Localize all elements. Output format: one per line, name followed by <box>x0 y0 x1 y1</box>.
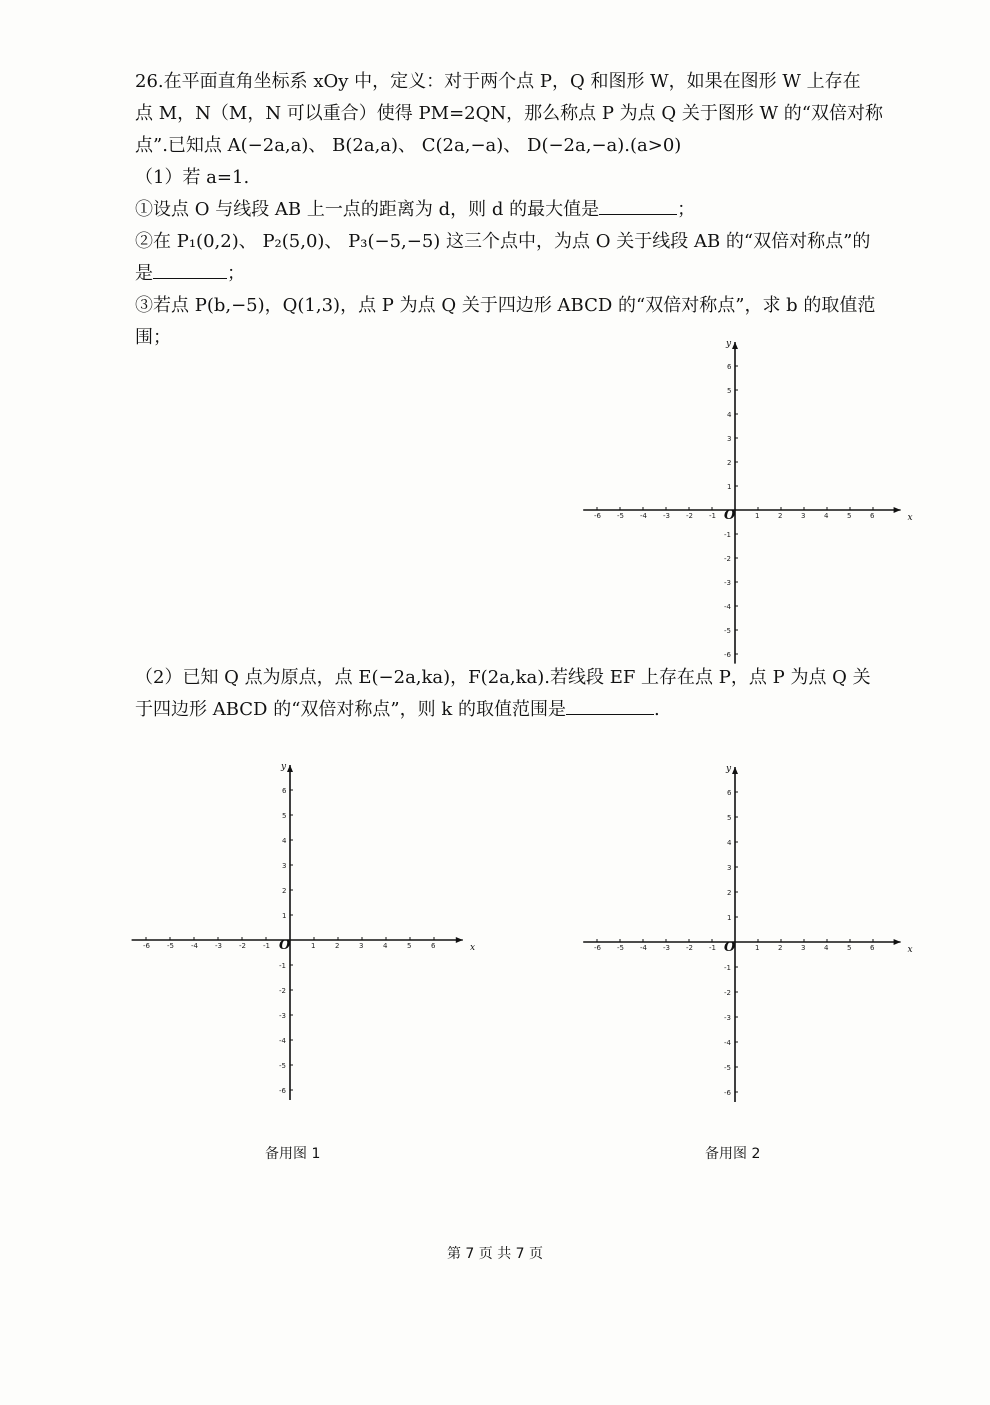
x-tick-label: 6 <box>870 944 875 952</box>
x-tick-label: 1 <box>755 944 760 952</box>
y-tick-label: -6 <box>279 1087 286 1095</box>
y-tick-label: -6 <box>724 1089 731 1097</box>
y-tick-label: -6 <box>724 651 731 659</box>
x-tick-label: -5 <box>617 944 624 952</box>
x-tick-label: -4 <box>640 944 647 952</box>
y-tick-label: 1 <box>727 483 732 491</box>
x-tick-label: 6 <box>870 512 875 520</box>
x-tick-label: 4 <box>824 944 829 952</box>
y-tick-label: -2 <box>724 555 731 563</box>
y-tick-label: -5 <box>279 1062 286 1070</box>
x-tick-label: 5 <box>847 944 852 952</box>
x-tick-label: 3 <box>801 944 806 952</box>
y-tick-label: 6 <box>727 789 732 797</box>
y-tick-label: 3 <box>727 435 732 443</box>
x-tick-label: 5 <box>847 512 852 520</box>
x-tick-label: 6 <box>431 942 436 950</box>
x-tick-label: -1 <box>709 944 716 952</box>
y-tick-label: 4 <box>727 411 732 419</box>
y-tick-label: 5 <box>282 812 287 820</box>
x-tick-label: -6 <box>594 512 601 520</box>
x-tick-label: 1 <box>755 512 760 520</box>
x-tick-label: -4 <box>191 942 198 950</box>
y-tick-label: 6 <box>727 363 732 371</box>
x-tick-label: -6 <box>143 942 150 950</box>
x-axis-name: x <box>907 945 913 955</box>
y-tick-label: 3 <box>727 864 732 872</box>
problem-intro-line: 26.在平面直角坐标系 xOy 中，定义：对于两个点 P，Q 和图形 W，如果在图形 W 上存在 <box>135 71 861 92</box>
y-tick-label: 2 <box>282 887 287 895</box>
x-tick-label: -3 <box>215 942 222 950</box>
y-tick-label: -1 <box>724 964 731 972</box>
y-axis-name: y <box>281 762 287 772</box>
page-footer: 第 7 页 共 7 页 <box>446 1246 544 1262</box>
y-tick-label: -3 <box>724 1014 731 1022</box>
y-tick-label: -3 <box>724 579 731 587</box>
x-tick-label: -3 <box>663 512 670 520</box>
y-tick-label: 5 <box>727 387 732 395</box>
y-tick-label: 2 <box>727 459 732 467</box>
x-tick-label: -1 <box>709 512 716 520</box>
x-tick-label: -2 <box>686 512 693 520</box>
x-tick-label: 2 <box>335 942 340 950</box>
y-tick-label: 1 <box>727 914 732 922</box>
origin-label: O <box>279 938 291 953</box>
y-tick-label: 2 <box>727 889 732 897</box>
y-tick-label: -3 <box>279 1012 286 1020</box>
x-tick-label: -1 <box>263 942 270 950</box>
problem-intro-line: 点 M，N（M，N 可以重合）使得 PM=2QN，那么称点 P 为点 Q 关于图形 W 的“双倍对称 <box>135 103 884 124</box>
x-tick-label: 2 <box>778 512 783 520</box>
x-tick-label: -5 <box>617 512 624 520</box>
y-tick-label: -5 <box>724 1064 731 1072</box>
x-axis-name: x <box>907 513 913 523</box>
y-tick-label: 6 <box>282 787 287 795</box>
question-3-line1: ③若点 P(b,−5)，Q(1,3)，点 P 为点 Q 关于四边形 ABCD 的“双倍对称点”，求 b 的取值范 <box>135 295 876 316</box>
x-tick-label: 3 <box>801 512 806 520</box>
x-tick-label: 1 <box>311 942 316 950</box>
origin-label: O <box>724 940 736 955</box>
y-tick-label: -5 <box>724 627 731 635</box>
x-tick-label: -4 <box>640 512 647 520</box>
y-tick-label: -2 <box>279 987 286 995</box>
x-axis-arrow-icon <box>894 939 901 945</box>
x-tick-label: 3 <box>359 942 364 950</box>
x-axis-name: x <box>470 943 476 953</box>
part2-line1: （2）已知 Q 点为原点，点 E(−2a,ka)，F(2a,ka).若线段 EF 上存在点 P，点 P 为点 Q 关 <box>135 667 871 688</box>
part1-heading: （1）若 a=1. <box>135 167 250 188</box>
y-tick-label: 4 <box>727 839 732 847</box>
x-tick-label: -6 <box>594 944 601 952</box>
x-tick-label: -3 <box>663 944 670 952</box>
y-tick-label: -1 <box>279 962 286 970</box>
x-tick-label: 4 <box>824 512 829 520</box>
y-tick-label: 1 <box>282 912 287 920</box>
y-tick-label: -1 <box>724 531 731 539</box>
x-tick-label: -2 <box>686 944 693 952</box>
y-tick-label: 5 <box>727 814 732 822</box>
part2-line2: 于四边形 ABCD 的“双倍对称点”，则 k 的取值范围是 . <box>135 694 925 726</box>
caption-spare-figure-2: 备用图 2 <box>705 1146 761 1162</box>
y-axis-name: y <box>726 764 732 774</box>
y-axis-arrow-icon <box>732 767 738 774</box>
question-1: ①设点 O 与线段 AB 上一点的距离为 d，则 d 的最大值是 ； <box>135 194 925 226</box>
x-tick-label: -2 <box>239 942 246 950</box>
x-tick-label: 2 <box>778 944 783 952</box>
problem-intro-line: 点”.已知点 A(−2a,a)、 B(2a,a)、 C(2a,−a)、 D(−2a,−a).(a>0) <box>135 135 682 156</box>
y-tick-label: -4 <box>724 1039 731 1047</box>
question-2-line2: 是 ； <box>135 258 925 290</box>
x-tick-label: 5 <box>407 942 412 950</box>
y-axis-name: y <box>726 339 732 349</box>
question-3-line2: 围； <box>135 327 171 348</box>
y-tick-label: -4 <box>724 603 731 611</box>
origin-label: O <box>724 508 736 523</box>
question-2-line1: ②在 P₁(0,2)、 P₂(5,0)、 P₃(−5,−5) 这三个点中，为点 O 关于线段 AB 的“双倍对称点”的 <box>135 231 871 252</box>
y-tick-label: -4 <box>279 1037 286 1045</box>
x-tick-label: -5 <box>167 942 174 950</box>
y-tick-label: 4 <box>282 837 287 845</box>
caption-spare-figure-1: 备用图 1 <box>265 1146 321 1162</box>
x-tick-label: 4 <box>383 942 388 950</box>
y-tick-label: 3 <box>282 862 287 870</box>
y-tick-label: -2 <box>724 989 731 997</box>
